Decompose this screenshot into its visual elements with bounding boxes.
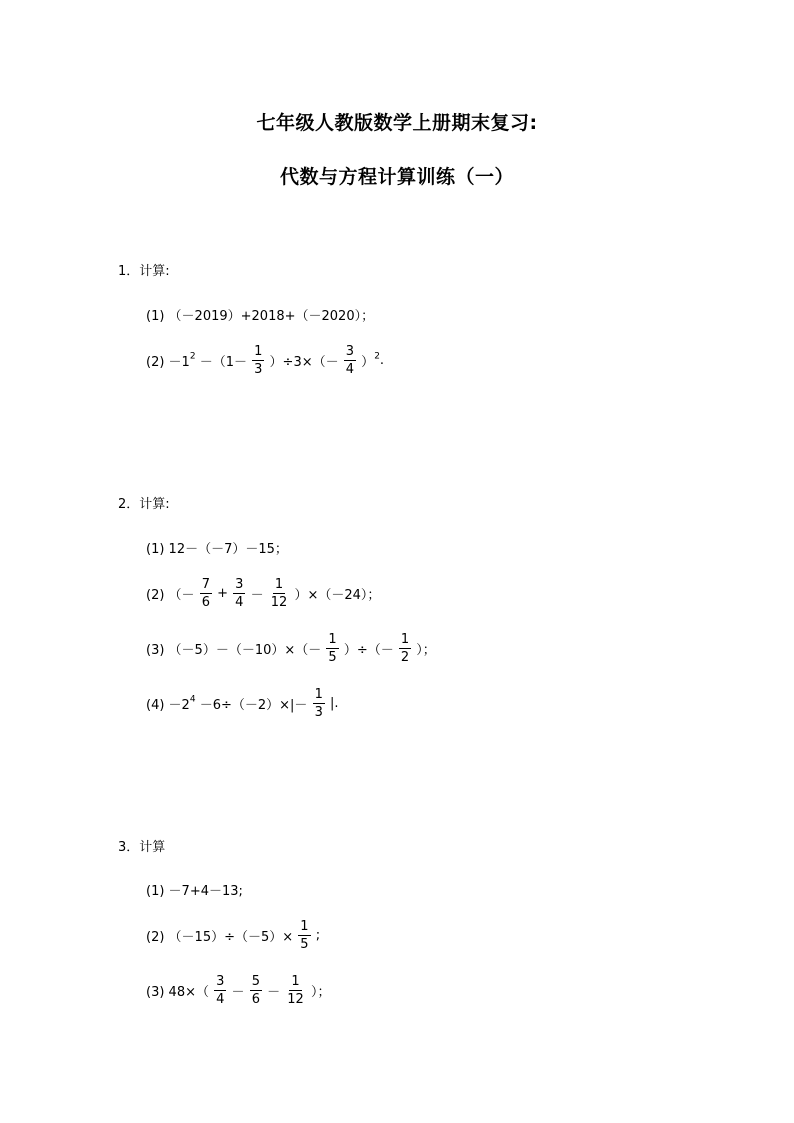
problem-2-3 [146, 633, 436, 664]
numerator: 3 [235, 577, 244, 592]
expr-part: ） [361, 355, 375, 370]
fraction [250, 975, 262, 1006]
fraction [233, 578, 245, 609]
expr-part: (2) （－15）÷（－5）× [146, 930, 294, 945]
numerator: 5 [251, 974, 260, 989]
denominator: 3 [254, 362, 263, 377]
numerator: 3 [216, 974, 225, 989]
expr-part: ）； [310, 985, 331, 1000]
page-title-line1: 七年级人教版数学上册期末复习: [256, 112, 538, 134]
expr-part: －（1－ [199, 355, 247, 370]
problem-2-2 [146, 578, 380, 609]
fraction [326, 633, 338, 664]
expr-part: (3) 48×（ [146, 985, 209, 1000]
denominator: 4 [216, 992, 225, 1007]
fraction [269, 578, 290, 609]
expr-part: (2) －1 [146, 355, 190, 370]
numerator: 7 [201, 577, 210, 592]
section-2-heading: 2．计算: [118, 497, 170, 512]
numerator: 1 [400, 632, 410, 647]
numerator: 1 [274, 577, 284, 592]
problem-text: (1) －7+4－13; [146, 884, 243, 899]
numerator: 1 [328, 632, 337, 647]
problem-text: (1) （－2019）+2018+（－2020）； [146, 309, 375, 324]
fraction [399, 633, 411, 664]
problem-text: (1) 12－（－7）－15； [146, 542, 288, 557]
numerator: 3 [345, 344, 355, 359]
expr-part: ）÷3×（－ [269, 355, 339, 370]
denominator: 3 [314, 705, 323, 720]
expr-part: ）； [416, 643, 436, 658]
expr-part: + [217, 586, 229, 601]
page-title-line2: 代数与方程计算训练（一） [279, 166, 514, 188]
problem-3-1 [146, 880, 243, 899]
exponent: 2 [374, 351, 380, 362]
exponent: 2 [189, 351, 196, 362]
problem-1-1 [146, 305, 374, 324]
problem-2-4 [146, 688, 339, 719]
denominator: 6 [201, 595, 210, 610]
denominator: 6 [251, 992, 260, 1007]
section-1-heading: 1．计算: [118, 264, 170, 279]
problem-2-1 [146, 538, 288, 557]
expr-part: . [379, 353, 385, 368]
fraction [298, 920, 310, 951]
expr-part: (3) （－5）－（－10）×（－ [146, 643, 322, 658]
denominator: 2 [400, 650, 410, 665]
expr-part: (2) （－ [146, 588, 195, 603]
section-3-heading: 3．计算 [118, 840, 166, 855]
expr-part: ; [315, 928, 321, 943]
denominator: 4 [235, 595, 244, 610]
numerator: 1 [291, 974, 300, 989]
fraction [252, 345, 264, 376]
expr-part: (4) －2 [146, 698, 190, 713]
denominator: 12 [287, 992, 304, 1007]
expr-part: － [250, 588, 264, 603]
fraction [313, 688, 325, 719]
denominator: 5 [328, 650, 337, 665]
numerator: 1 [300, 919, 309, 934]
expr-part: － [267, 985, 281, 1000]
problem-3-3 [146, 975, 330, 1006]
expr-part: ）÷（－ [343, 643, 394, 658]
denominator: 12 [270, 595, 288, 610]
numerator: 1 [254, 344, 263, 359]
expr-part: －6÷（－2）×|－ [199, 698, 308, 713]
expr-part: － [231, 985, 245, 1000]
expr-part: ）×（－24）； [294, 588, 381, 603]
fraction [344, 345, 356, 376]
fraction [285, 975, 306, 1006]
denominator: 5 [300, 937, 309, 952]
fraction [200, 578, 212, 609]
problem-3-2 [146, 920, 320, 951]
exponent: 4 [189, 694, 196, 705]
problem-1-2 [146, 345, 384, 376]
expr-part: |. [329, 696, 339, 711]
fraction [214, 975, 226, 1006]
numerator: 1 [314, 687, 323, 702]
denominator: 4 [345, 362, 355, 377]
